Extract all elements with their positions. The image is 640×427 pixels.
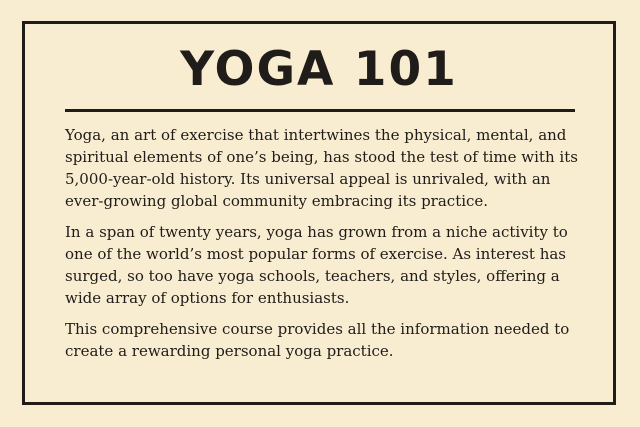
title-divider: [65, 109, 575, 112]
document-frame: [22, 21, 616, 405]
paragraph-3: This comprehensive course provides all the information needed to create a rewarding personal yoga practice.: [65, 320, 570, 360]
paragraph-1: Yoga, an art of exercise that intertwines the physical, mental, and spiritual elements of one’s being, has stood the test of time with its 5,000-year-old history. Its universal appeal is unrivaled, with an ever-growing global community embracing its practice.: [65, 126, 578, 210]
page-title: YOGA 101: [180, 42, 458, 97]
body-text: [65, 124, 585, 371]
paragraph-2: In a span of twenty years, yoga has grown from a niche activity to one of the world’s most popular forms of exercise. As interest has surged, so too have yoga schools, teachers, and styles, offering a wide array of options for enthusiasts.: [65, 223, 568, 307]
